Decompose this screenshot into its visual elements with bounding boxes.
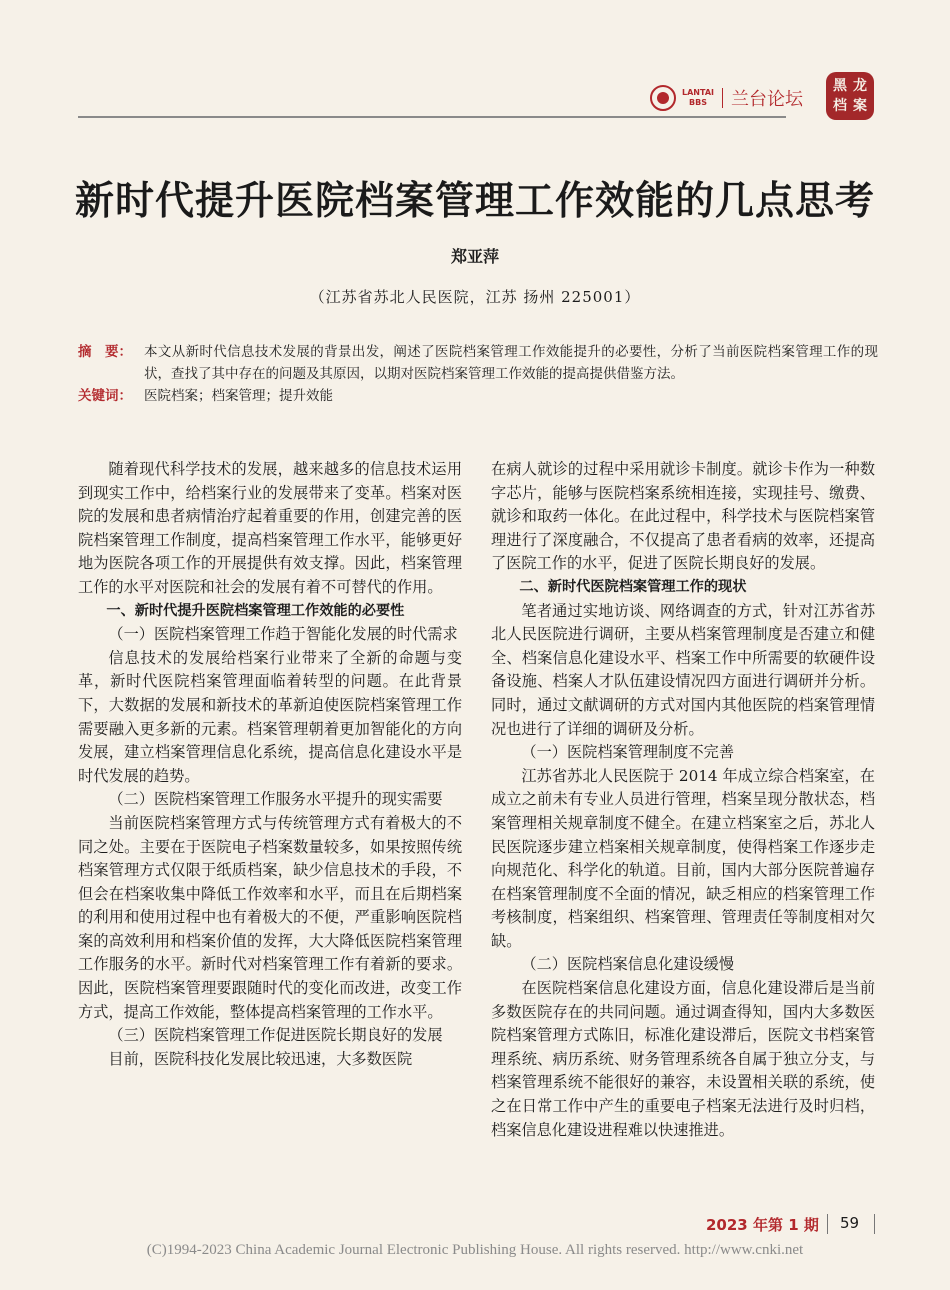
right-column <box>491 458 875 1142</box>
page-number: 59 <box>840 1214 860 1232</box>
seal-logo <box>826 72 874 120</box>
journal-brand <box>650 76 803 120</box>
paragraph: 信息技术的发展给档案行业带来了全新的命题与变革，新时代医院档案管理面临着转型的问题。在此背景下，大数据的发展和新技术的革新迫使医院档案管理工作需要融入更多新的元素。档案管理朝着更加智能化的方向发展，建立档案管理信息化系统，提高信息化建设水平是时代发展的趋势。 <box>78 648 462 785</box>
brand-chinese: 兰台论坛 <box>731 89 803 110</box>
keywords-label: 关键词： <box>78 388 132 404</box>
paragraph: 在病人就诊的过程中采用就诊卡制度。就诊卡作为一种数字芯片，能够与医院档案系统相连接，实现挂号、缴费、就诊和取药一体化。在此过程中，科学技术与医院档案管理进行了深度融合，不仅提高了患者看病的效率，还提高了医院工作的水平，促进了医院长期良好的发展。 <box>491 460 875 573</box>
brand-english <box>682 88 714 108</box>
subsection-heading: （三）医院档案管理工作促进医院长期良好的发展 <box>108 1026 443 1045</box>
author-affiliation: （江苏省苏北人民医院，江苏 扬州 225001） <box>309 288 641 306</box>
paragraph: 江苏省苏北人民医院于 2014 年成立综合档案室，在成立之前未有专业人员进行管理，档案呈现分散状态，档案管理相关规章制度不健全。在建立档案室之后，苏北人民医院逐步建立档案相关规章制度，使得档案工作逐步走向规范化、科学化的轨道。目前，国内大部分医院普遍存在档案管理制度不全面的情况，缺乏相应的档案管理工作考核制度，档案组织、档案管理、管理责任等制度相对欠缺。 <box>491 766 875 950</box>
header-rule <box>78 116 786 118</box>
keywords-row <box>78 385 878 407</box>
paragraph: 随着现代科学技术的发展，越来越多的信息技术运用到现实工作中，给档案行业的发展带来了变革。档案对医院的发展和患者病情治疗起着重要的作用，创建完善的医院档案管理工作制度，提高档案管理工作水平，能够更好地为医院各项工作的开展提供有效支撑。因此，档案管理工作的水平对医院和社会的发展有着不可替代的作用。 <box>78 460 462 596</box>
abstract-block <box>78 341 878 407</box>
paragraph: 在医院档案信息化建设方面，信息化建设滞后是当前多数医院存在的共同问题。通过调查得知，国内大多数医院档案管理方式陈旧，标准化建设滞后，医院文书档案管理系统、病历系统、财务管理系统各自属于独立分支，与档案管理系统不能很好的兼容，未设置相关联的系统，使之在日常工作中产生的重要电子档案无法进行及时归档，档案信息化建设进程难以快速推进。 <box>491 979 875 1139</box>
brand-en-line2: BBS <box>689 98 707 107</box>
section-heading: 二、新时代医院档案管理工作的现状 <box>519 578 747 595</box>
abstract-text: 本文从新时代信息技术发展的背景出发，阐述了医院档案管理工作效能提升的必要性，分析了当前医院档案管理工作的现状，查找了其中存在的问题及其原因，以期对医院档案管理工作效能的提高提供借鉴方法。 <box>144 344 878 382</box>
abstract-row <box>78 341 878 385</box>
paragraph: 笔者通过实地访谈、网络调查的方式，针对江苏省苏北人民医院进行调研，主要从档案管理制度是否建立和健全、档案信息化建设水平、档案工作中所需要的软硬件设备设施、档案人才队伍建设情况四方面进行调研并分析。同时，通过文献调研的方式对国内其他医院的档案管理情况也进行了详细的调研及分析。 <box>491 601 875 738</box>
paragraph: 当前医院档案管理方式与传统管理方式有着极大的不同之处。主要在于医院电子档案数量较多，如果按照传统档案管理方式仅限于纸质档案，缺少信息技术的手段，不但会在档案收集中降低工作效率和水平，而且在后期档案的利用和使用过程中也有着极大的不便，严重影响医院档案的高效利用和档案价值的发挥，大大降低医院档案管理工作服务的水平。新时代对档案管理工作有着新的要求。因此，医院档案管理要跟随时代的变化而改进，改变工作方式，提高工作效能，整体提高档案管理的工作水平。 <box>78 813 462 1021</box>
article-title: 新时代提升医院档案管理工作效能的几点思考 <box>74 178 875 224</box>
issue-label: 2023 年第 1 期 <box>706 1216 819 1234</box>
keywords-text: 医院档案；档案管理；提升效能 <box>144 388 333 404</box>
section-heading: 一、新时代提升医院档案管理工作效能的必要性 <box>106 602 405 619</box>
left-column <box>78 458 462 1071</box>
brand-en-line1: LANTAI <box>682 88 714 97</box>
seal-char: 龙 <box>853 78 867 94</box>
abstract-label: 摘 要： <box>78 344 132 360</box>
seal-char: 档 <box>833 98 847 114</box>
footer-divider <box>827 1214 828 1234</box>
brand-divider <box>722 88 723 108</box>
seal-char: 黑 <box>833 78 847 94</box>
brand-logo-icon <box>650 85 676 111</box>
paragraph: 目前，医院科技化发展比较迅速，大多数医院 <box>108 1049 413 1068</box>
subsection-heading: （二）医院档案信息化建设缓慢 <box>521 955 735 974</box>
copyright-notice: (C)1994-2023 China Academic Journal Electronic Publishing House. All rights reserved. http://www.cnki.net <box>146 1242 804 1258</box>
seal-char: 案 <box>853 98 867 114</box>
article-author: 郑亚萍 <box>450 247 499 266</box>
footer-divider <box>874 1214 875 1234</box>
subsection-heading: （二）医院档案管理工作服务水平提升的现实需要 <box>108 790 443 809</box>
subsection-heading: （一）医院档案管理工作趋于智能化发展的时代需求 <box>108 625 458 644</box>
subsection-heading: （一）医院档案管理制度不完善 <box>521 743 735 762</box>
